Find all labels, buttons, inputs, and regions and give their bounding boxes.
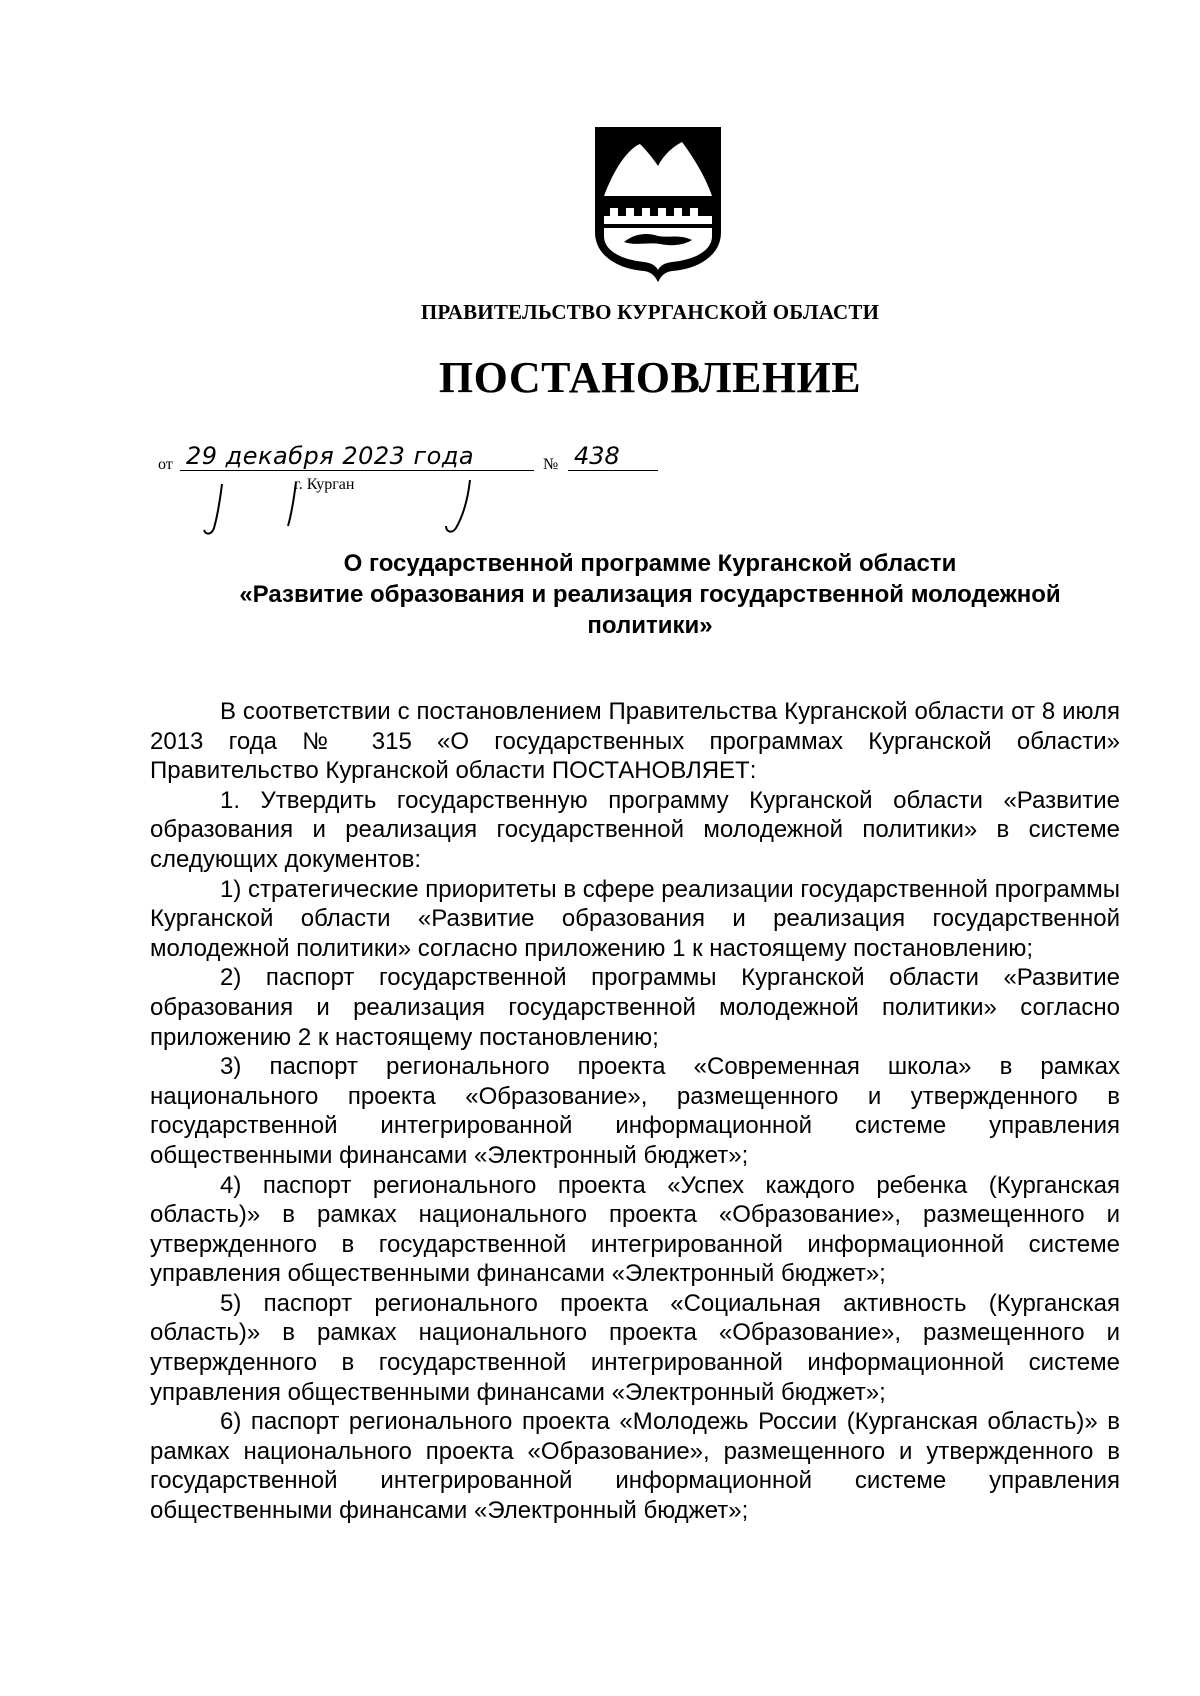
issuing-authority: ПРАВИТЕЛЬСТВО КУРГАНСКОЙ ОБЛАСТИ — [420, 300, 880, 324]
heading-line: политики» — [587, 612, 713, 639]
list-item: 5) паспорт регионального проекта «Социальная активность (Курганская область)» в рамках национального проекта «Образование», размещенного и утвержденного в государственной интегрированной информационной системе управления общественными финансами «Электронный бюджет»; — [150, 1289, 1120, 1406]
kurgan-coat-of-arms-icon — [590, 124, 726, 282]
city-label: г. Курган — [294, 476, 355, 493]
list-item: 6) паспорт регионального проекта «Молодежь России (Курганская область)» в рамках национального проекта «Образование», размещенного и утвержденного в государственной интегрированной информационной системе управления общественными финансами «Электронный бюджет»; — [150, 1408, 1120, 1525]
clause-paragraph: 1. Утвердить государственную программу Курганской области «Развитие образования и реализация государственной молодежной политики» в системе следующих документов: — [150, 786, 1120, 873]
list-item: 2) паспорт государственной программы Курганской области «Развитие образования и реализация государственной молодежной политики» согласно приложению 2 к настоящему постановлению; — [150, 964, 1120, 1051]
preamble-paragraph: В соответствии с постановлением Правительства Курганской области от 8 июля 2013 года № 315 «О государственных программах Курганской области» Правительство Курганской области ПОСТАНОВЛЯЕТ: — [150, 698, 1120, 785]
list-item: 3) паспорт регионального проекта «Современная школа» в рамках национального проекта «Образование», размещенного и утвержденного в государственной интегрированной информационной системе управления общественными финансами «Электронный бюджет»; — [150, 1053, 1120, 1169]
handwritten-date: 29 декабря 2023 года — [180, 442, 534, 471]
document-body — [150, 697, 1120, 1526]
heading-line: «Развитие образования и реализация государственной молодежной — [239, 581, 1061, 608]
heading-line: О государственной программе Курганской области — [343, 550, 957, 577]
number-label: № — [543, 456, 559, 473]
handwritten-number: 438 — [568, 442, 658, 471]
handwriting-strokes — [200, 480, 480, 540]
document-heading — [185, 548, 1115, 641]
date-prefix-label: от — [158, 456, 173, 473]
document-type-title: ПОСТАНОВЛЕНИЕ — [438, 353, 862, 402]
list-item: 1) стратегические приоритеты в сфере реализации государственной программы Курганской области «Развитие образования и реализация государственной молодежной политики» согласно приложению 1 к настоящему постановлению; — [150, 875, 1120, 962]
list-item: 4) паспорт регионального проекта «Успех каждого ребенка (Курганская область)» в рамках национального проекта «Образование», размещенного и утвержденного в государственной интегрированной информационной системе управления общественными финансами «Электронный бюджет»; — [150, 1171, 1120, 1288]
